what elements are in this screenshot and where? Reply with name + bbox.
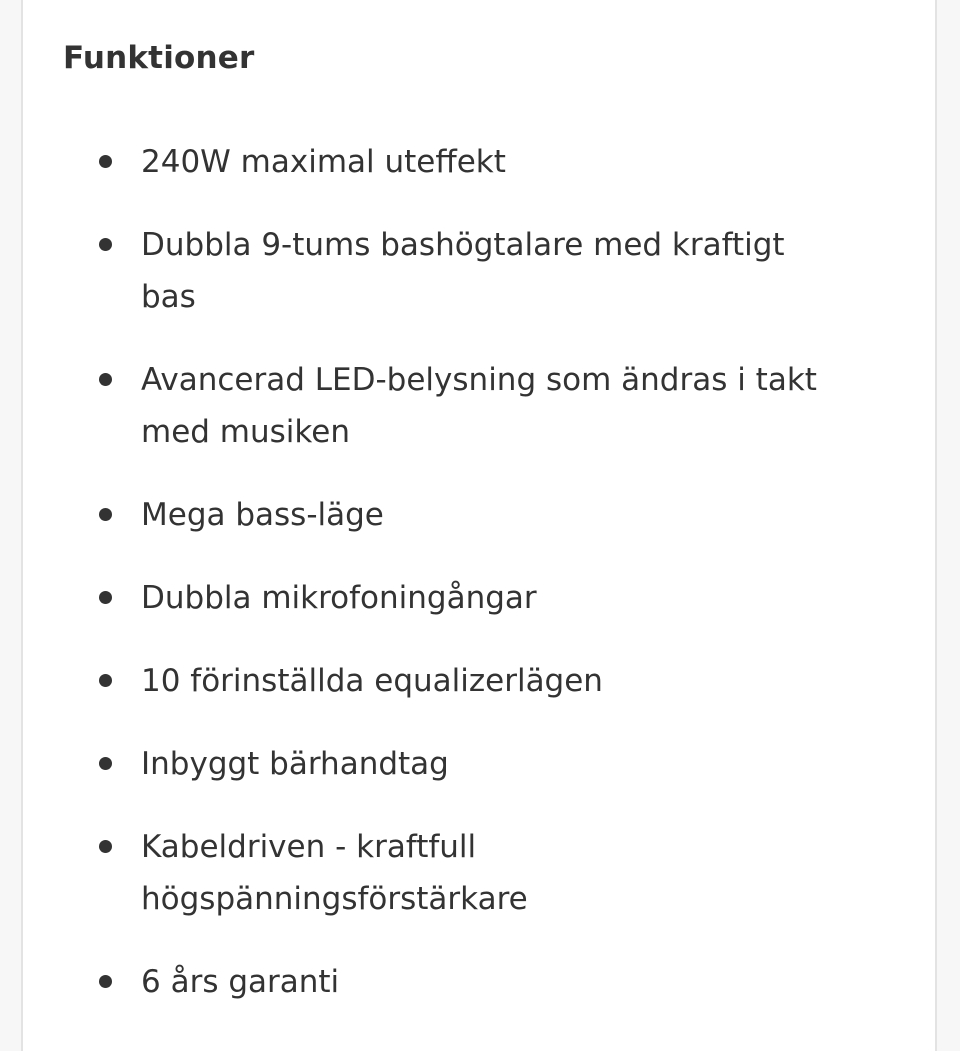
feature-item xyxy=(23,219,843,323)
bullet-icon xyxy=(99,674,112,687)
feature-text: Dubbla mikrofoningångar xyxy=(141,580,537,616)
section-heading: Funktioner xyxy=(63,40,255,76)
feature-item xyxy=(23,738,843,790)
bullet-icon xyxy=(99,757,112,770)
bullet-icon xyxy=(99,975,112,988)
feature-text: 6 års garanti xyxy=(141,964,340,1000)
feature-text: Kabeldriven - kraftfull högspänningsförstärkare xyxy=(141,829,528,917)
feature-item xyxy=(23,956,843,1008)
feature-text: 240W maximal uteffekt xyxy=(141,144,506,180)
feature-list xyxy=(23,136,843,1039)
bullet-icon xyxy=(99,373,112,386)
bullet-icon xyxy=(99,238,112,251)
bullet-icon xyxy=(99,508,112,521)
bullet-icon xyxy=(99,155,112,168)
feature-item xyxy=(23,136,843,188)
bullet-icon xyxy=(99,591,112,604)
feature-text: Inbyggt bärhandtag xyxy=(141,746,449,782)
feature-text: Avancerad LED-belysning som ändras i takt med musiken xyxy=(141,362,817,450)
feature-text: 10 förinställda equalizerlägen xyxy=(141,663,603,699)
bullet-icon xyxy=(99,840,112,853)
feature-text: Mega bass-läge xyxy=(141,497,384,533)
feature-text: Dubbla 9-tums bashögtalare med kraftigt bas xyxy=(141,227,785,315)
feature-item xyxy=(23,655,843,707)
feature-item xyxy=(23,354,843,458)
feature-item xyxy=(23,572,843,624)
features-card xyxy=(21,0,937,1051)
feature-item xyxy=(23,821,843,925)
feature-item xyxy=(23,489,843,541)
